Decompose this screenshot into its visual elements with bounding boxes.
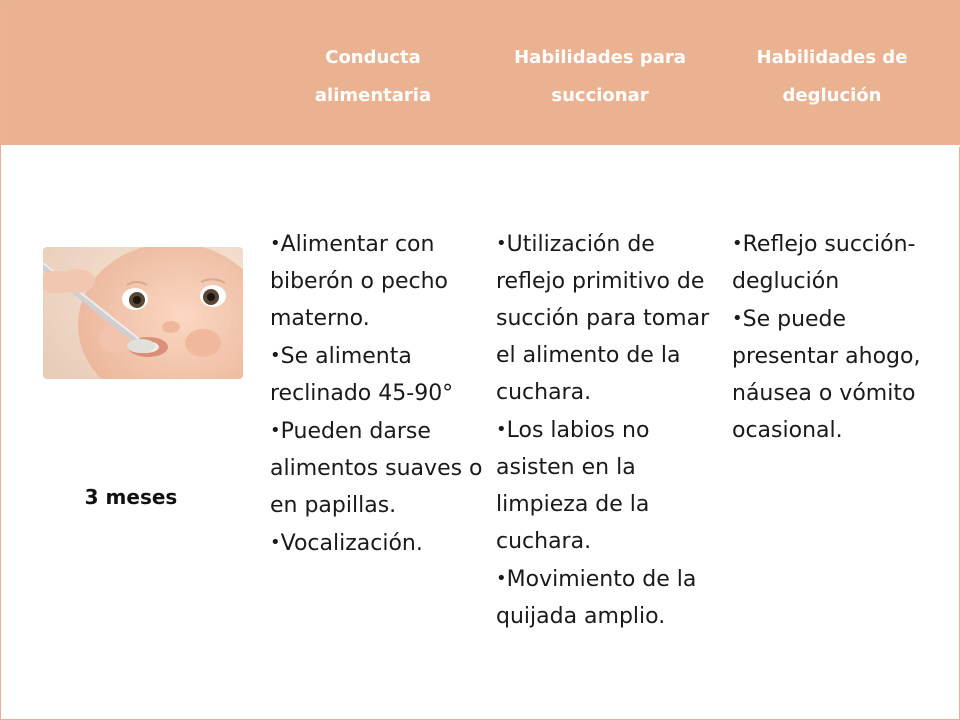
header-habilidades-succionar <box>489 39 711 115</box>
succion-item-1: Utilización de reflejo primitivo de succión para tomar el alimento de la cuchara. <box>496 232 710 405</box>
list-item <box>496 411 720 560</box>
bullet-icon: • <box>270 233 281 254</box>
succion-item-2: Los labios no asisten en la limpieza de la cuchara. <box>496 418 650 554</box>
bullet-icon: • <box>270 532 281 553</box>
bullet-icon: • <box>732 233 743 254</box>
conducta-alimentaria-list <box>270 225 486 562</box>
header-conducta-line2: alimentaria <box>314 85 432 106</box>
header-succionar-line2: succionar <box>551 85 649 106</box>
age-label: 3 meses <box>84 485 178 509</box>
bullet-icon: • <box>270 345 281 366</box>
baby-feeding-photo <box>43 247 243 379</box>
bullet-icon: • <box>496 419 507 440</box>
habilidades-deglucion-list <box>732 225 956 449</box>
header-conducta-line1: Conducta <box>325 47 421 68</box>
conducta-item-1: Alimentar con biberón o pecho materno. <box>270 232 448 331</box>
table-header <box>1 1 960 147</box>
bullet-icon: • <box>496 568 507 589</box>
list-item <box>496 560 720 635</box>
list-item <box>732 225 956 300</box>
list-item <box>270 225 486 337</box>
succion-item-3: Movimiento de la quijada amplio. <box>496 567 697 629</box>
list-item <box>270 524 486 562</box>
header-deglucion-line2: deglución <box>782 85 882 106</box>
header-conducta-alimentaria <box>263 39 483 115</box>
bullet-icon: • <box>496 233 507 254</box>
list-item <box>732 300 956 449</box>
list-item <box>270 412 486 524</box>
deglucion-item-2: Se puede presentar ahogo, náusea o vómito ocasional. <box>732 307 921 443</box>
header-succionar-line1: Habilidades para <box>514 47 686 68</box>
list-item <box>496 225 720 411</box>
header-deglucion-line1: Habilidades de <box>756 47 908 68</box>
bullet-icon: • <box>732 308 743 329</box>
bullet-icon: • <box>270 420 281 441</box>
list-item <box>270 337 486 412</box>
header-habilidades-deglucion <box>721 39 943 115</box>
baby-eating-from-spoon-photo-icon <box>43 247 243 379</box>
conducta-item-3: Pueden darse alimentos suaves o en papillas. <box>270 419 483 518</box>
conducta-item-2: Se alimenta reclinado 45-90° <box>270 344 454 406</box>
deglucion-item-1: Reflejo succión-deglución <box>732 232 916 294</box>
habilidades-succionar-list <box>496 225 720 635</box>
conducta-item-4: Vocalización. <box>280 531 423 556</box>
